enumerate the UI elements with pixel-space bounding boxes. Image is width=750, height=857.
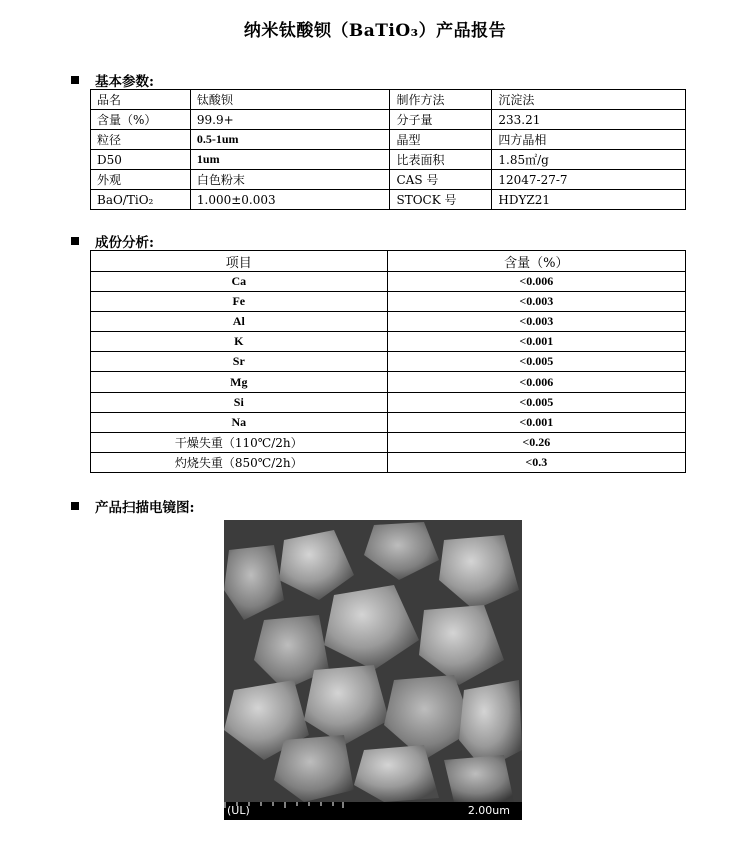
- param-label: 品名: [91, 90, 191, 110]
- loss-item-content: <0.26: [387, 432, 685, 452]
- table-row: [91, 452, 686, 472]
- element-name: Si: [91, 392, 388, 412]
- table-row: [91, 352, 686, 372]
- composition-table: [90, 250, 686, 473]
- sem-scale-label: 2.00um: [467, 804, 510, 817]
- particle-texture: [224, 520, 522, 802]
- section-basic-label: 基本参数:: [95, 74, 154, 90]
- table-row: [91, 90, 686, 110]
- element-content: <0.006: [387, 272, 685, 292]
- square-bullet-icon: [71, 237, 79, 245]
- section-basic-params: [71, 70, 154, 90]
- table-row: [91, 432, 686, 452]
- param-value: 钛酸钡: [190, 90, 390, 110]
- column-header: 项目: [91, 251, 388, 272]
- param-label: 含量（%）: [91, 110, 191, 130]
- param-label: 制作方法: [390, 90, 492, 110]
- param-value: 1.85㎡/g: [492, 150, 686, 170]
- param-value: 沉淀法: [492, 90, 686, 110]
- param-label: CAS 号: [390, 170, 492, 190]
- sem-info-bar: [224, 802, 522, 820]
- element-content: <0.005: [387, 392, 685, 412]
- loss-item-name: 灼烧失重（850℃/2h）: [91, 452, 388, 472]
- param-value: 1um: [190, 150, 390, 170]
- element-content: <0.006: [387, 372, 685, 392]
- param-label: 粒径: [91, 130, 191, 150]
- basic-params-table: [90, 89, 686, 210]
- param-label: 分子量: [390, 110, 492, 130]
- table-row: [91, 292, 686, 312]
- param-value: 四方晶相: [492, 130, 686, 150]
- sem-detector-label: (UL): [227, 804, 250, 817]
- table-row: [91, 130, 686, 150]
- loss-item-name: 干燥失重（110℃/2h）: [91, 432, 388, 452]
- table-row: [91, 190, 686, 210]
- element-name: Na: [91, 412, 388, 432]
- table-row: [91, 412, 686, 432]
- param-value: 1.000±0.003: [190, 190, 390, 210]
- table-row: [91, 170, 686, 190]
- param-value: 12047-27-7: [492, 170, 686, 190]
- element-name: Sr: [91, 352, 388, 372]
- table-row: [91, 110, 686, 130]
- element-content: <0.001: [387, 412, 685, 432]
- element-name: Fe: [91, 292, 388, 312]
- element-name: Mg: [91, 372, 388, 392]
- table-header-row: [91, 251, 686, 272]
- element-content: <0.003: [387, 312, 685, 332]
- param-value: 白色粉末: [190, 170, 390, 190]
- table-row: [91, 272, 686, 292]
- param-label: 晶型: [390, 130, 492, 150]
- section-composition-label: 成份分析:: [95, 235, 154, 251]
- element-name: Al: [91, 312, 388, 332]
- section-sem: [71, 496, 194, 516]
- param-label: D50: [91, 150, 191, 170]
- param-label: 外观: [91, 170, 191, 190]
- param-label: BaO/TiO₂: [91, 190, 191, 210]
- element-content: <0.003: [387, 292, 685, 312]
- element-name: K: [91, 332, 388, 352]
- param-value: 0.5-1um: [190, 130, 390, 150]
- report-title: 纳米钛酸钡（BaTiO₃）产品报告: [243, 21, 507, 41]
- param-value: 233.21: [492, 110, 686, 130]
- section-composition: [71, 231, 154, 251]
- square-bullet-icon: [71, 502, 79, 510]
- param-label: 比表面积: [390, 150, 492, 170]
- table-row: [91, 332, 686, 352]
- column-header: 含量（%）: [387, 251, 685, 272]
- loss-item-content: <0.3: [387, 452, 685, 472]
- section-sem-label: 产品扫描电镜图:: [95, 500, 195, 516]
- square-bullet-icon: [71, 76, 79, 84]
- table-row: [91, 150, 686, 170]
- scale-bar-icon: [224, 802, 344, 808]
- param-value: HDYZ21: [492, 190, 686, 210]
- sem-micrograph: [224, 520, 522, 820]
- element-name: Ca: [91, 272, 388, 292]
- param-label: STOCK 号: [390, 190, 492, 210]
- param-value: 99.9+: [190, 110, 390, 130]
- element-content: <0.005: [387, 352, 685, 372]
- table-row: [91, 392, 686, 412]
- table-row: [91, 312, 686, 332]
- table-row: [91, 372, 686, 392]
- element-content: <0.001: [387, 332, 685, 352]
